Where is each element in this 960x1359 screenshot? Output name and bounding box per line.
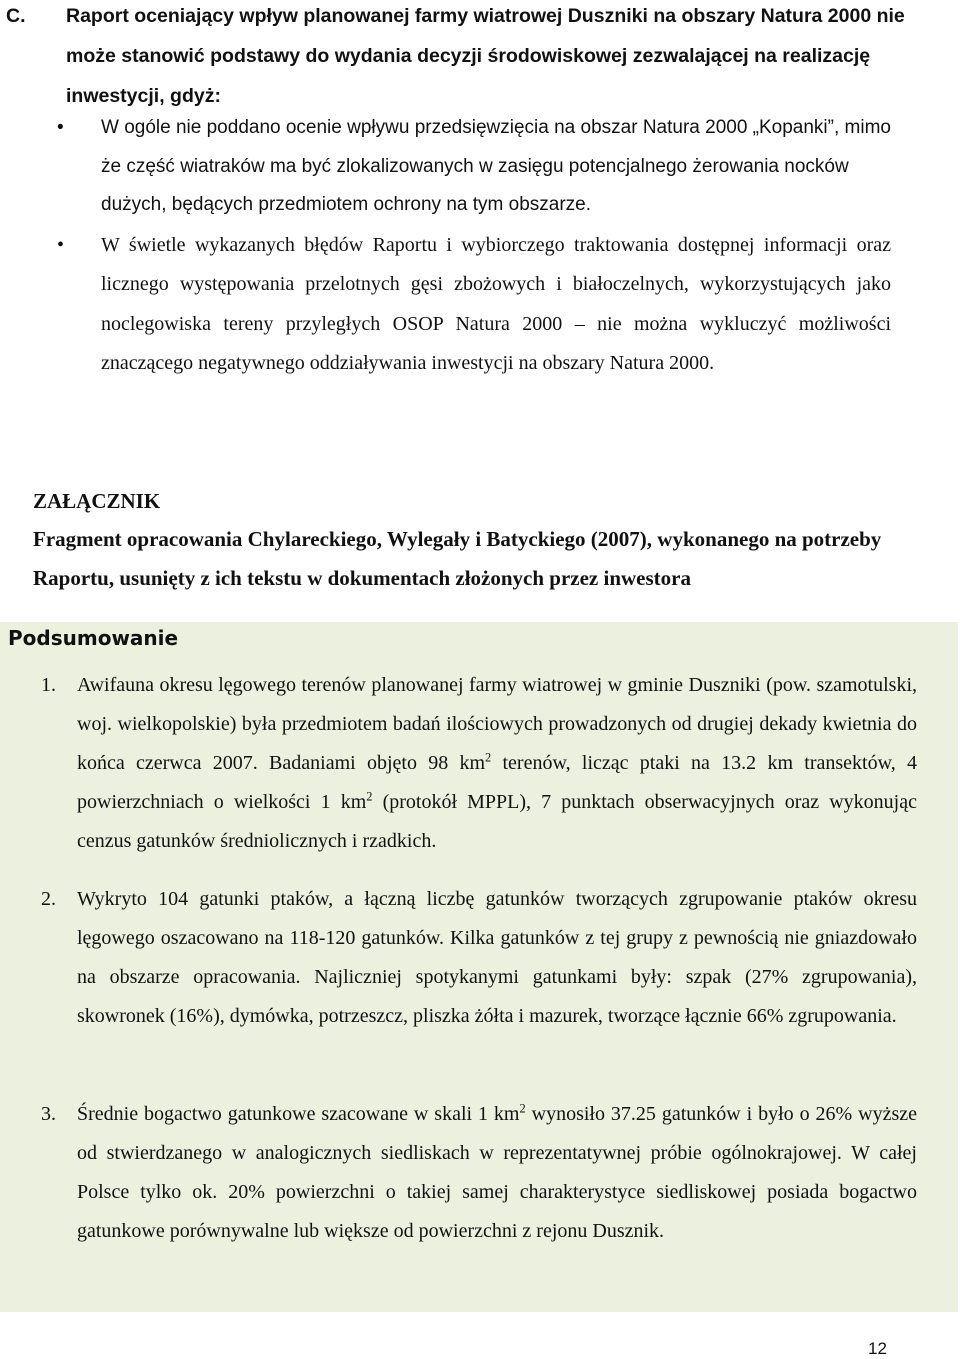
- bullet-item-natura: [57, 226, 891, 383]
- item-number: 1.: [41, 674, 56, 696]
- section-c-label: C.: [6, 5, 26, 27]
- summary-title: Podsumowanie: [8, 626, 179, 650]
- bullet-item-kopanki: [57, 109, 893, 225]
- bullet-dot-icon: •: [57, 117, 64, 138]
- section-c: [6, 0, 950, 116]
- item-text-part: wynosiło 37.25 gatunków i było o 26% wyższe od stwierdzanego w analogicznych siedliskach w reprezentatywnej próbie ogólnokrajowej. W całej Polsce tylko ok. 20% powierzchni o takiej samej charakterystyce siedliskowej posiada bogactwo gatunkowe porównywalne lub większe od powierzchni z rejonu Dusznik.: [77, 1103, 917, 1242]
- section-c-text: Raport oceniający wpływ planowanej farmy wiatrowej Duszniki na obszary Natura 2000 nie może stanowić podstawy do wydania decyzji środowiskowej zezwalającej na realizację inwestycji, gdyż:: [66, 5, 905, 107]
- page-number: 12: [868, 1339, 887, 1358]
- item-text-part: Awifauna okresu lęgowego terenów planowanej farmy wiatrowej w gminie Duszniki (pow. szamotulski, woj. wielkopolskie) była przedmiotem badań ilościowych prowadzonych od drugiej dekady kwietnia do końca czerwca 2007. Badaniami objęto 98 km: [77, 674, 917, 774]
- bullet-text: W świetle wykazanych błędów Raportu i wybiorczego traktowania dostępnej informacji oraz licznego występowania przelotnych gęsi zbożowych i białoczelnych, wykorzystujących jako noclegowiska tereny przyległych OSOP Natura 2000 – nie można wykluczyć możliwości znaczącego negatywnego oddziaływania inwestycji na obszary Natura 2000.: [101, 234, 891, 374]
- bullet-dot-icon: •: [57, 234, 65, 256]
- annex-subheading: Fragment opracowania Chylareckiego, Wylegały i Batyckiego (2007), wykonanego na potrzeby Raportu, usunięty z ich tekstu w dokumentach złożonych przez inwestora: [33, 527, 882, 590]
- superscript: 2: [485, 750, 492, 765]
- annex-heading: ZAŁĄCZNIK: [33, 489, 161, 513]
- item-number: 2.: [41, 888, 56, 910]
- item-number: 3.: [41, 1103, 56, 1125]
- item-text-part: (protokół MPPL), 7 punktach obserwacyjnych oraz wykonując cenzus gatunków średniolicznych i rzadkich.: [77, 791, 917, 852]
- summary-item-2: [41, 880, 917, 1036]
- item-text-part: terenów, licząc ptaki na 13.2 km transektów, 4 powierzchniach o wielkości 1 km: [77, 752, 917, 813]
- item-text: Wykryto 104 gatunki ptaków, a łączną liczbę gatunków tworzących zgrupowanie ptaków okresu lęgowego oszacowano na 118-120 gatunków. Kilka gatunków z tej grupy z pewnością nie gniazdowało na obszarze opracowania. Najliczniej spotykanymi gatunkami były: szpak (27% zgrupowania), skowronek (16%), dymówka, potrzeszcz, pliszka żółta i mazurek, tworzące łącznie 66% zgrupowania.: [77, 888, 917, 1027]
- bullet-text: W ogóle nie poddano ocenie wpływu przedsięwzięcia na obszar Natura 2000 „Kopanki”, mimo że część wiatraków ma być zlokalizowanych w zasięgu potencjalnego żerowania nocków dużych, będących przedmiotem ochrony na tym obszarze.: [101, 117, 891, 215]
- superscript: 2: [519, 1101, 526, 1116]
- summary-item-3: [41, 1095, 917, 1251]
- summary-item-1: [41, 666, 917, 861]
- item-text-part: Średnie bogactwo gatunkowe szacowane w skali 1 km: [77, 1103, 520, 1125]
- superscript: 2: [366, 789, 373, 804]
